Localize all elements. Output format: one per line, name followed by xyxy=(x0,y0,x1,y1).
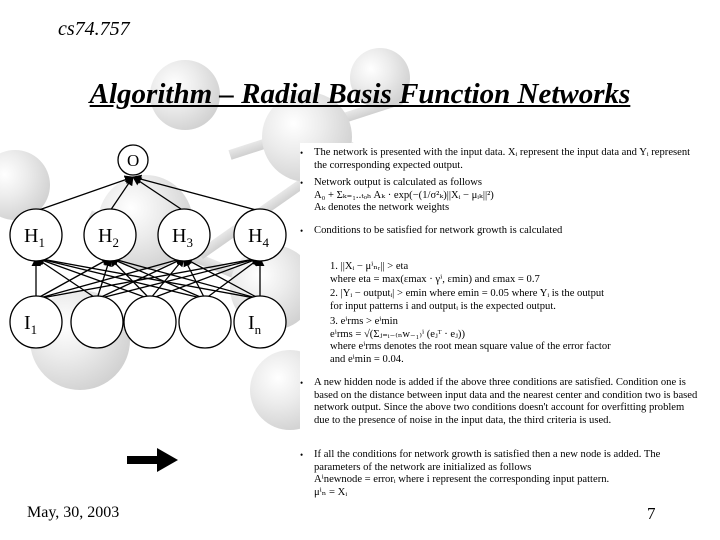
bullet-5 xyxy=(300,449,698,499)
bullet-icon: • xyxy=(300,378,304,388)
hidden-node-label: $H_1$ xyxy=(24,225,45,250)
bullet-icon: • xyxy=(300,148,304,158)
condition-formula: 3. eⁱrms > eⁱmin xyxy=(330,316,398,327)
slide-title: Algorithm – Radial Basis Function Networks xyxy=(89,78,631,110)
input-to-hidden-edge xyxy=(205,258,260,299)
bullet-text: Conditions to be satisfied for network growth is calculated xyxy=(314,225,563,236)
condition-1 xyxy=(300,261,698,286)
hidden-node-label: $H_2$ xyxy=(98,225,119,250)
output-node-label: O xyxy=(127,151,140,170)
hidden-to-output-edge xyxy=(133,177,184,211)
input-node xyxy=(179,296,231,348)
bullet-text: A new hidden node is added if the above three conditions are satisfied. Condition one is based on the distance between input data and the nearest center and condition two is based network output. Since the above two conditions doesn't account for overfitting problem due to the presence of noise in the input data, the third criteria is used. xyxy=(314,377,698,426)
hidden-to-output-edge xyxy=(36,177,133,211)
input-node-label: $I_1$ xyxy=(24,312,38,337)
condition-text: where eⁱrms denotes the root mean square value of the error factor xyxy=(330,341,611,352)
condition-formula: 1. ||Xᵢ − μⁱₙᵣ|| > eta xyxy=(330,261,409,272)
condition-formula: eⁱrms = √(Σⱼ₌ᵢ₋₍ₙw₋₁₎ⁱ (eⱼᵀ · eⱼ)) xyxy=(330,328,465,340)
input-node xyxy=(71,296,123,348)
condition-text: where eta = max(εmax · γⁱ, εmin) and εmax = 0.7 xyxy=(330,273,540,285)
condition-text: and eⁱmin = 0.04. xyxy=(330,353,404,365)
output-formula: A₀ + Σₖ₌₁..ₜₒₕ Aₖ · exp(−(1/σ²ₖ)||Xᵢ − μᵢₖ||²) xyxy=(314,189,494,201)
condition-formula: 2. |Yᵢ − outputᵢ| > emin where emin = 0.05 where Yᵢ is the output xyxy=(330,288,605,299)
input-to-hidden-edge xyxy=(110,258,150,299)
footer-date: May, 30, 2003 xyxy=(27,504,120,521)
hidden-to-output-edge xyxy=(110,177,133,211)
course-code: cs74.757 xyxy=(58,18,130,40)
bullet-2 xyxy=(300,177,698,215)
bullet-4 xyxy=(300,377,698,427)
bullet-text: Aₖ denotes the network weights xyxy=(314,202,450,213)
condition-2 xyxy=(300,288,698,313)
init-formula: Aⁱnewnode = errorᵢ where i represent the corresponding input pattern. xyxy=(314,474,610,485)
input-node xyxy=(124,296,176,348)
input-to-hidden-edge xyxy=(110,258,205,299)
init-formula: μⁱₙ = Xᵢ xyxy=(314,486,348,498)
hidden-node-label: $H_4$ xyxy=(248,225,269,250)
condition-3 xyxy=(300,316,698,366)
right-arrow-icon xyxy=(127,447,179,473)
bullet-3 xyxy=(300,225,698,238)
network-edges xyxy=(36,177,260,299)
network-nodes xyxy=(10,145,286,348)
text-panel xyxy=(300,143,698,498)
input-node-label: $I_n$ xyxy=(248,312,262,337)
bullet-text: The network is presented with the input data. Xᵢ represent the input data and Yᵢ represent the corresponding expected output. xyxy=(314,147,691,171)
bullet-1 xyxy=(300,147,698,172)
bullet-text: If all the conditions for network growth is satisfied then a new node is added. The parameters of the network are initialized as follows xyxy=(314,449,661,473)
condition-text: for input patterns i and outputᵢ is the expected output. xyxy=(330,300,556,312)
bullet-icon: • xyxy=(300,450,304,460)
hidden-node-label: $H_3$ xyxy=(172,225,193,250)
bullet-text: Network output is calculated as follows xyxy=(314,177,482,188)
bullet-icon: • xyxy=(300,178,304,188)
input-to-hidden-edge xyxy=(184,258,260,299)
hidden-to-output-edge xyxy=(133,177,260,211)
bullet-icon: • xyxy=(300,226,304,236)
page-number: 7 xyxy=(647,504,656,523)
